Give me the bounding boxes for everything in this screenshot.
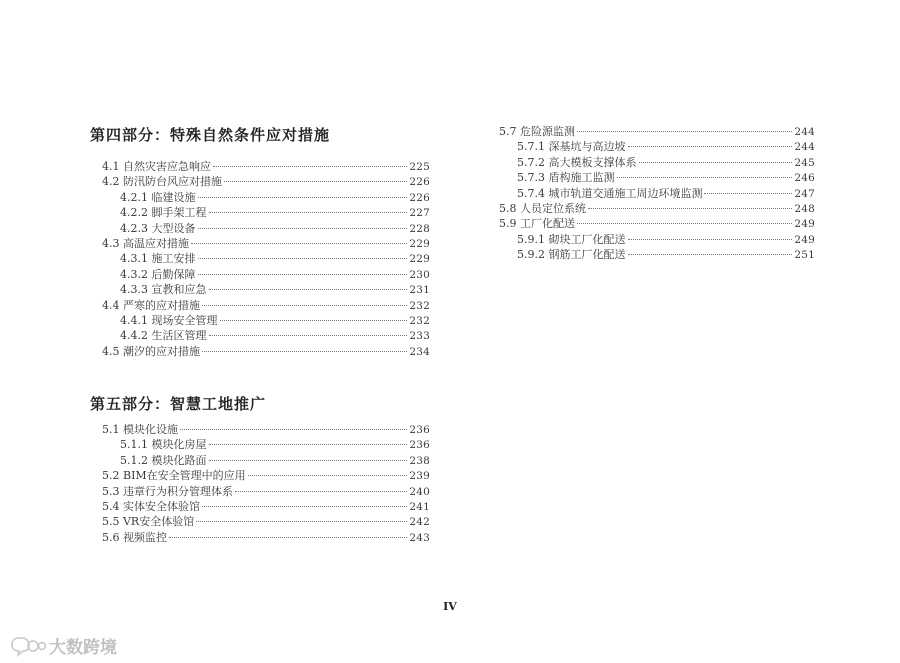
toc-entry-page-number: 233 xyxy=(409,330,430,343)
toc-entry xyxy=(487,232,815,247)
toc-entry-page-number: 248 xyxy=(794,202,815,215)
toc-entry-page-number: 231 xyxy=(409,284,430,297)
dot-leader xyxy=(209,212,408,213)
toc-entry-label: 5.8 人员定位系统 xyxy=(499,201,586,215)
toc-entry-label: 4.3.3 宣教和应急 xyxy=(120,283,207,297)
toc-entry-page-number: 247 xyxy=(794,187,815,200)
toc-entry-label: 5.4 实体安全体验馆 xyxy=(102,500,200,514)
dot-leader xyxy=(198,197,408,198)
dot-leader xyxy=(235,491,407,492)
toc-entry-label: 5.1.2 模块化路面 xyxy=(120,453,207,467)
toc-entry-label: 5.7.4 城市轨道交通施工周边环境监测 xyxy=(517,186,703,200)
dot-leader xyxy=(577,131,792,132)
toc-entry-page-number: 240 xyxy=(409,485,430,498)
toc-entry-page-number: 226 xyxy=(409,191,430,204)
toc-entry xyxy=(90,267,430,282)
dot-leader xyxy=(617,177,793,178)
toc-entry-label: 5.7.1 深基坑与高边坡 xyxy=(517,140,626,154)
watermark-text: 大数跨境 xyxy=(49,638,117,658)
toc-right-column xyxy=(487,124,815,263)
toc-entry xyxy=(90,499,430,514)
toc-entry-page-number: 230 xyxy=(409,268,430,281)
toc-entry-page-number: 249 xyxy=(794,218,815,231)
toc-entry-page-number: 244 xyxy=(794,141,815,154)
toc-entry-label: 4.2.3 大型设备 xyxy=(120,221,196,235)
toc-entry-page-number: 232 xyxy=(409,299,430,312)
watermark xyxy=(10,633,117,658)
toc-entry-page-number: 241 xyxy=(409,501,430,514)
toc-entry xyxy=(90,328,430,343)
toc-entry xyxy=(90,484,430,499)
toc-entry-label: 4.1 自然灾害应急响应 xyxy=(102,160,211,173)
toc-entry-label: 5.3 违章行为积分管理体系 xyxy=(102,484,233,498)
toc-entry xyxy=(90,205,430,220)
part-five-continued-list xyxy=(487,124,815,263)
toc-entry xyxy=(487,216,815,231)
toc-entry xyxy=(90,236,430,251)
dot-leader xyxy=(209,335,408,336)
dot-leader xyxy=(209,289,408,290)
toc-entry xyxy=(487,247,815,262)
toc-entry-page-number: 242 xyxy=(409,516,430,529)
toc-entry xyxy=(90,468,430,483)
toc-entry-label: 4.2 防汛防台风应对措施 xyxy=(102,175,222,189)
dot-leader xyxy=(224,181,407,182)
dot-leader xyxy=(628,239,793,240)
toc-entry-label: 4.3.1 施工安排 xyxy=(120,252,196,266)
toc-entry xyxy=(487,124,815,139)
toc-entry-page-number: 228 xyxy=(409,222,430,235)
toc-entry xyxy=(487,155,815,170)
toc-entry-page-number: 236 xyxy=(409,439,430,452)
toc-entry xyxy=(90,221,430,236)
dot-leader xyxy=(169,537,407,538)
toc-entry-label: 4.2.1 临建设施 xyxy=(120,190,196,204)
dot-leader xyxy=(588,208,792,209)
dot-leader xyxy=(209,444,408,445)
dot-leader xyxy=(628,254,793,255)
toc-entry-label: 4.4.2 生活区管理 xyxy=(120,329,207,343)
toc-entry-page-number: 229 xyxy=(409,253,430,266)
toc-entry-label: 4.5 潮汐的应对措施 xyxy=(102,344,200,358)
toc-entry-label: 5.7 危险源监测 xyxy=(499,125,575,138)
toc-entry xyxy=(90,453,430,468)
toc-entry-label: 5.1 模块化设施 xyxy=(102,423,178,437)
toc-entry xyxy=(90,251,430,266)
toc-entry xyxy=(90,174,430,189)
toc-entry-label: 5.7.3 盾构施工监测 xyxy=(517,171,615,185)
toc-entry-label: 5.7.2 高大模板支撑体系 xyxy=(517,155,637,169)
toc-entry xyxy=(90,422,430,437)
dot-leader xyxy=(704,193,792,194)
toc-entry xyxy=(90,514,430,529)
toc-entry-label: 4.2.2 脚手架工程 xyxy=(120,206,207,220)
toc-entry-page-number: 229 xyxy=(409,237,430,250)
toc-entry xyxy=(90,313,430,328)
dot-leader xyxy=(628,146,793,147)
page-folio: IV xyxy=(443,600,457,613)
toc-entry-page-number: 225 xyxy=(409,161,430,173)
toc-entry xyxy=(90,344,430,359)
toc-entry-page-number: 234 xyxy=(409,345,430,358)
toc-entry-page-number: 249 xyxy=(794,233,815,246)
toc-entry-page-number: 227 xyxy=(409,207,430,220)
toc-entry-page-number: 238 xyxy=(409,454,430,467)
toc-entry xyxy=(90,190,430,205)
toc-entry xyxy=(487,139,815,154)
toc-entry-label: 5.2 BIM在安全管理中的应用 xyxy=(102,469,246,483)
part-four-list xyxy=(90,159,430,359)
toc-entry xyxy=(90,298,430,313)
toc-entry-label: 5.5 VR安全体验馆 xyxy=(102,515,195,529)
toc-entry-page-number: 239 xyxy=(409,470,430,483)
dot-leader xyxy=(209,460,408,461)
dot-leader xyxy=(639,162,793,163)
toc-entry xyxy=(487,170,815,185)
toc-entry xyxy=(487,186,815,201)
dot-leader xyxy=(198,258,408,259)
toc-entry xyxy=(90,282,430,297)
toc-entry-page-number: 243 xyxy=(409,531,430,544)
toc-entry xyxy=(487,201,815,216)
dot-leader xyxy=(202,351,407,352)
toc-entry-page-number: 246 xyxy=(794,172,815,185)
toc-entry xyxy=(90,437,430,452)
dot-leader xyxy=(577,223,792,224)
toc-entry-page-number: 236 xyxy=(409,424,430,437)
toc-entry-page-number: 226 xyxy=(409,176,430,189)
dot-leader xyxy=(202,506,407,507)
part-five-list xyxy=(90,422,430,545)
dot-leader xyxy=(213,166,407,167)
dot-leader xyxy=(248,475,408,476)
part-five-title: 第五部分：智慧工地推广 xyxy=(90,395,267,414)
toc-entry-label: 4.3.2 后勤保障 xyxy=(120,267,196,281)
toc-entry-page-number: 245 xyxy=(794,156,815,169)
dot-leader xyxy=(180,429,407,430)
dot-leader xyxy=(198,274,408,275)
toc-entry-label: 5.9.1 砌块工厂化配送 xyxy=(517,232,626,246)
dot-leader xyxy=(198,228,408,229)
toc-entry xyxy=(90,530,430,545)
toc-entry-label: 5.1.1 模块化房屋 xyxy=(120,438,207,452)
toc-entry xyxy=(90,159,430,174)
toc-entry-label: 4.4.1 现场安全管理 xyxy=(120,313,218,327)
toc-left-column xyxy=(90,124,430,545)
toc-entry-label: 4.4 严寒的应对措施 xyxy=(102,298,200,312)
toc-entry-label: 5.6 视频监控 xyxy=(102,530,167,544)
toc-entry-page-number: 244 xyxy=(794,126,815,138)
dot-leader xyxy=(196,521,407,522)
toc-entry-label: 5.9 工厂化配送 xyxy=(499,217,575,231)
dot-leader xyxy=(191,243,407,244)
toc-entry-label: 5.9.2 钢筋工厂化配送 xyxy=(517,248,626,262)
dot-leader xyxy=(202,305,407,306)
toc-entry-page-number: 251 xyxy=(794,249,815,262)
dot-leader xyxy=(220,320,408,321)
part-four-title: 第四部分：特殊自然条件应对措施 xyxy=(90,126,331,144)
toc-entry-label: 4.3 高温应对措施 xyxy=(102,236,189,250)
chat-bubble-logo-icon xyxy=(10,635,46,657)
toc-entry-page-number: 232 xyxy=(409,314,430,327)
